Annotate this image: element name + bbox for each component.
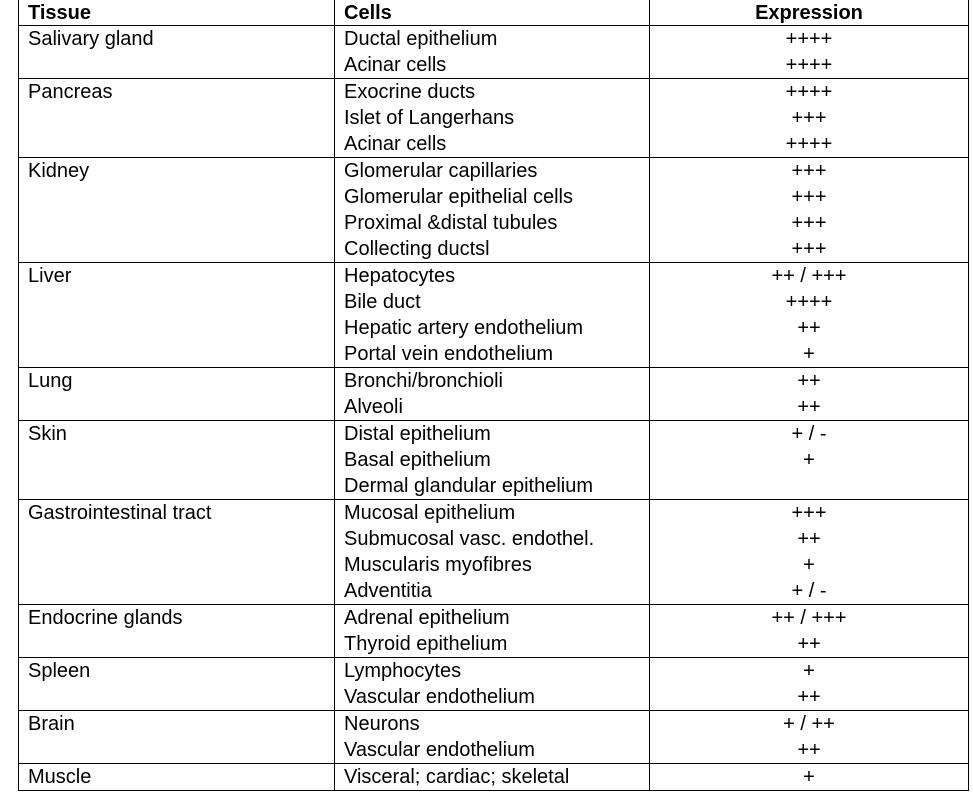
table-row [19,263,969,368]
tissue-cell [19,605,335,658]
expression-level: +++ [791,238,827,260]
cell-type-name: Ductal epithelium [344,28,498,50]
expression-cell [650,764,969,791]
cells-cell [335,158,650,263]
expression-level: + / - [791,580,827,602]
cell-type-name: Adrenal epithelium [344,607,510,629]
expression-level: ++ [797,317,821,339]
tissue-cell [19,421,335,500]
cell-type-name: Thyroid epithelium [344,633,508,655]
cells-cell [335,421,650,500]
tissue-name: Spleen [28,660,91,682]
cell-type-name: Acinar cells [344,54,447,76]
cell-type-name: Collecting ductsl [344,238,490,260]
tissue-name: Kidney [28,160,90,182]
table-row [19,158,969,263]
tissue-cell [19,79,335,158]
tissue-cell [19,500,335,605]
cell-type-name: Muscularis myofibres [344,554,532,576]
table-row [19,764,969,791]
cells-cell [335,500,650,605]
cell-type-name: Dermal glandular epithelium [344,475,594,497]
table-header [19,0,969,26]
expression-cell [650,79,969,158]
expression-level: ++ [797,686,821,708]
expression-level: +++ [791,160,827,182]
table-body [19,26,969,791]
tissue-expression-table-container [18,0,968,791]
tissue-cell [19,26,335,79]
cell-type-name: Glomerular capillaries [344,160,538,182]
tissue-name: Gastrointestinal tract [28,502,212,524]
expression-level: + [803,766,815,788]
tissue-cell [19,711,335,764]
cells-cell [335,605,650,658]
table-row [19,711,969,764]
table-row [19,368,969,421]
table-row [19,421,969,500]
cell-type-name: Islet of Langerhans [344,107,515,129]
cell-type-name: Bronchi/bronchioli [344,370,503,392]
expression-cell [650,158,969,263]
column-header-tissue: Tissue [19,0,335,26]
expression-cell [650,263,969,368]
tissue-name: Pancreas [28,81,113,103]
cell-type-name: Alveoli [344,396,403,418]
expression-level: ++ [797,739,821,761]
cells-cell [335,711,650,764]
expression-cell [650,421,969,500]
cell-type-name: Basal epithelium [344,449,491,471]
cell-type-name: Glomerular epithelial cells [344,186,573,208]
cells-cell [335,26,650,79]
expression-level: + / ++ [783,713,835,735]
cell-type-name: Vascular endothelium [344,686,535,708]
tissue-name: Brain [28,713,75,735]
expression-level: +++ [791,186,827,208]
cell-type-name: Acinar cells [344,133,447,155]
tissue-name: Liver [28,265,72,287]
expression-cell [650,711,969,764]
expression-level: + [803,554,815,576]
tissue-name: Skin [28,423,67,445]
tissue-expression-table [18,0,969,791]
expression-level: ++ / +++ [771,265,847,287]
tissue-name: Endocrine glands [28,607,183,629]
table-row [19,658,969,711]
cell-type-name: Neurons [344,713,420,735]
table-row [19,26,969,79]
cells-cell [335,79,650,158]
expression-level: ++++ [785,81,833,103]
expression-level: + / - [791,423,827,445]
expression-level: ++++ [785,291,833,313]
expression-cell [650,658,969,711]
tissue-name: Salivary gland [28,28,154,50]
expression-level: +++ [791,502,827,524]
expression-cell [650,26,969,79]
expression-level: ++++ [785,28,833,50]
cells-cell [335,263,650,368]
expression-level [650,473,968,499]
expression-cell [650,500,969,605]
tissue-name: Muscle [28,766,92,788]
table-row [19,79,969,158]
cell-type-name: Portal vein endothelium [344,343,554,365]
expression-level: +++ [791,107,827,129]
expression-level: ++ [797,528,821,550]
table-row [19,605,969,658]
expression-level: ++ [797,370,821,392]
header-row [19,0,969,26]
cell-type-name: Vascular endothelium [344,739,535,761]
cells-cell [335,368,650,421]
cell-type-name: Visceral; cardiac; skeletal [344,766,570,788]
tissue-cell [19,263,335,368]
cell-type-name: Bile duct [344,291,421,313]
expression-level: ++++ [785,133,833,155]
column-header-expression: Expression [650,0,969,26]
cell-type-name: Mucosal epithelium [344,502,516,524]
cells-cell [335,658,650,711]
table-row [19,500,969,605]
column-header-cells: Cells [335,0,650,26]
cell-type-name: Adventitia [344,580,432,602]
tissue-cell [19,368,335,421]
cell-type-name: Distal epithelium [344,423,491,445]
tissue-cell [19,764,335,791]
expression-level: + [803,343,815,365]
cell-type-name: Proximal &distal tubules [344,212,558,234]
expression-level: ++ [797,396,821,418]
expression-level: + [803,449,815,471]
cell-type-name: Submucosal vasc. endothel. [344,528,595,550]
expression-level: +++ [791,212,827,234]
expression-level: + [803,660,815,682]
expression-level: ++++ [785,54,833,76]
tissue-cell [19,158,335,263]
tissue-cell [19,658,335,711]
cell-type-name: Hepatocytes [344,265,456,287]
expression-cell [650,368,969,421]
expression-level: ++ / +++ [771,607,847,629]
cell-type-name: Hepatic artery endothelium [344,317,584,339]
cells-cell [335,764,650,791]
expression-cell [650,605,969,658]
cell-type-name: Exocrine ducts [344,81,476,103]
cell-type-name: Lymphocytes [344,660,462,682]
tissue-name: Lung [28,370,73,392]
expression-level: ++ [797,633,821,655]
